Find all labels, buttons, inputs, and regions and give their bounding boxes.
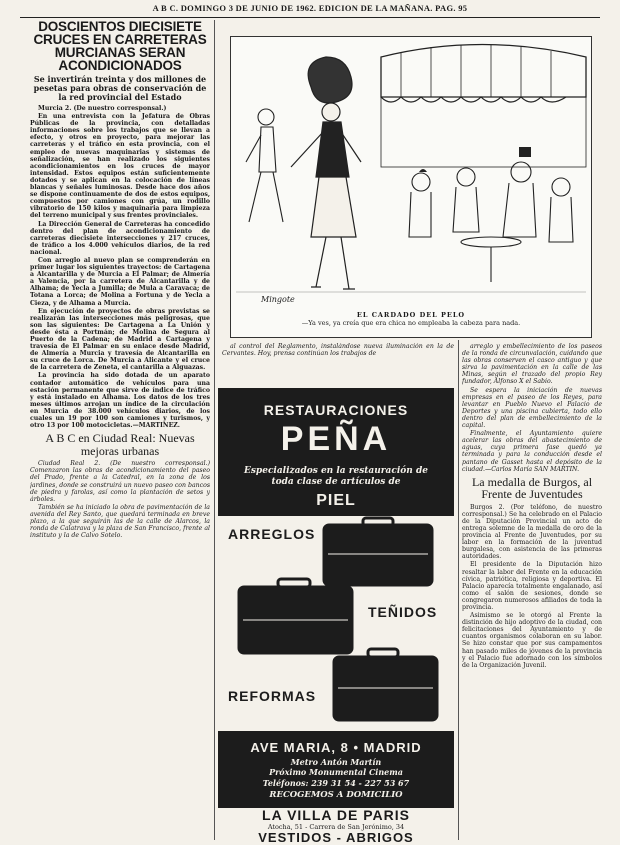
ad2-name: LA VILLA DE PARIS: [262, 807, 410, 823]
article2-continuation: al control del Reglamento, instalándose nueva iluminación en la de Cervantes. Hoy, prensa continúan los trabajos de: [222, 343, 454, 358]
ad-brand: PEÑA: [280, 420, 392, 458]
article3-headline: La medalla de Burgos, al Frente de Juventudes: [471, 474, 593, 502]
article2-paragraph: También se ha iniciado la obra de pavimentación de la avenida del Rey Santo, que quedará terminada en breve plazo, a la que seguirán las de la calle de Alarcos, la ronda de Calatrava y la plaza de San Francisco, frente al instituto y la de Calvo Sotelo.: [30, 503, 210, 540]
cartoon-signature: Mingote: [261, 295, 295, 304]
ad-illustration-panel: [218, 516, 454, 731]
cartoon-caption: —Ya ves, ya creía que era chica no empleaba la cabeza para nada.: [301, 319, 521, 327]
article2-paragraph: arreglo y embellecimiento de los paseos de la ronda de circunvalación, cuidando que las obras conserven el casco antiguo y que sirva la pavimentación en la calle de las Minas, según el trazado del propio Rey fundador, Alfonso X el Sabio.: [462, 343, 602, 386]
advertisement-villa-de-paris: [218, 808, 454, 845]
article1-paragraph: Con arreglo al nuevo plan se comprenderán en primer lugar los siguientes trayectos: de Cartagena a Alcantarilla y de Murcia a El Palmar; de Almería a Valencia, por la carretera de Alcantarilla y de Alhama; de Yecla a Jumilla; de Mula a Caravaca; de Totana a Lorca; de Molina a Fortuna y de Yecla a Cieza, y de Alhama a Murcia.: [30, 256, 210, 307]
cartoon-title: EL CARDADO DEL PELO: [356, 311, 466, 319]
ad-service-3: REFORMAS: [228, 688, 317, 704]
page-header: A B C. DOMINGO 3 DE JUNIO DE 1962. EDICION DE LA MAÑANA. PAG. 95: [152, 3, 468, 13]
cartoon-drawing: [231, 37, 591, 307]
article2-paragraph: Se espera la iniciación de nuevas empresas en el paseo de los Reyes, para levantar en Pueblo Nuevo el Palacio de Deportes y una piscina cubierta, todo ello dentro del plan de embellecimiento de la capital.: [462, 386, 602, 430]
article3-paragraph: Asimismo se le otorgó al Frente la distinción de hijo adoptivo de la ciudad, con felicitaciones del Ayuntamiento y de cuantos organismos colaboran en su labor. Se hizo constar que por sus campamentos han pasado miles de jóvenes de la provincia y el Palacio fue adornado con los símbolos de la Organización Juvenil.: [462, 612, 602, 669]
ad-tagline: Especializados en la restauración de toda clase de artículos de: [244, 466, 428, 487]
article3-paragraph: El presidente de la Diputación hizo resaltar la labor del Frente en la educación cívica, patriótica, religiosa y deportiva. El Palacio aparecía totalmente engalanado, así como el salón de sesiones, donde se congregaron numerosos afiliados de toda la provincia.: [462, 561, 602, 611]
article2-paragraph: Ciudad Real 2. (De nuestro corresponsal.) Comenzaron las obras de acondicionamiento del paseo del Prado, frente a la Catedral, en la zona de los jardines, donde se construirá un nuevo paseo con bancos de piedra y farolas, así como la plantación de setos y árboles.: [30, 460, 210, 503]
ad-phones: Teléfonos: 239 31 54 - 227 53 67: [262, 778, 410, 788]
article1-paragraph: La provincia ha sido dotada de un aparato contador automático de vehículos para una estación permanente que sirve de índice de tráfico y está instalado en Alhama. Los datos de los tres meses últimos arrojan un índice de la circulación en Murcia de 38.000 vehículos diarios, de los cuales un 19 por 100 son camiones y turismos, y otro 13 por 100 motocicletas.—MARTINEZ.: [30, 372, 210, 430]
column-divider: [458, 340, 459, 840]
ad-material: PIEL: [316, 492, 356, 509]
article1-paragraph: En una entrevista con la Jefatura de Obras Públicas de la provincia, con detalladas informaciones sobre los trabajos que se llevan a efecto, y otros en proyecto, para mejorar las carreteras y el tráfico en esta provincia, con el empleo de nuevas maquinarias y sistemas de señalización, se han realizado los siguientes acondicionamientos en los cruces de mayor intensidad. Estos equipos están suficientemente dotados y se aplican en la colocación de líneas blancas y señales luminosas. Desde hace dos años se dispone continuamente de dos de estos equipos, compuestos por camiones con grúa, un rodillo vibratorio de 150 kilos y maquinaria para limpieza del terreno municipal y sus frentes provinciales.: [30, 113, 210, 220]
ad-service-1: ARREGLOS: [228, 526, 316, 542]
column-right: [462, 343, 602, 840]
ad-pickup: RECOGEMOS A DOMICILIO: [269, 790, 403, 800]
header-rule: [20, 17, 600, 18]
article1-paragraph: En ejecución de proyectos de obras previstas se realizarán las intersecciones más peligrosas, que son las siguientes: De Cartagena a La Unión y desde ésta a Portmán; de Molina de Segura al Puerto de la Cadena; de Madrid a Cartagena y travesía de El Palmar en su enlace desde Madrid, de Almería a Murcia y travesía de Alcantarilla en su cruce de Lorca. De Murcia a Alicante y el cruce de la carretera de Zeneta, el cantarilla a Alguazas.: [30, 307, 210, 372]
column-left: [30, 20, 210, 840]
column-middle-top: [222, 343, 454, 385]
article2-paragraph: Finalmente, el Ayuntamiento quiere acelerar las obras del abastecimiento de aguas, cuya primera fase quedó ya terminada y para la conducción desde el pantano de Gasset hasta el depósito de la ciudad.—Carlos María SAN MARTIN.: [462, 430, 602, 473]
ad-address: AVE MARIA, 8 • MADRID: [250, 740, 422, 755]
article1-headline: DOSCIENTOS DIECISIETE CRUCES EN CARRETERAS MURCIANAS SERAN ACONDICIONADOS: [33, 20, 207, 73]
suitcase-icon: [218, 516, 454, 731]
article1-subhead: Se invertirán treinta y dos millones de pesetas para obras de conservación de la red provincial del Estado: [33, 74, 207, 102]
advertisement-pena: [218, 388, 454, 808]
ad-service-2: TEÑIDOS: [368, 604, 438, 620]
ad-cinema: Próximo Monumental Cinema: [269, 767, 403, 777]
cartoon-frame: [230, 36, 592, 338]
column-divider: [214, 20, 215, 840]
ad-metro: Metro Antón Martín: [290, 757, 382, 767]
article2-headline: A B C en Ciudad Real: Nuevas mejoras urbanas: [45, 431, 195, 458]
ad-top-line: RESTAURACIONES: [263, 402, 409, 418]
article1-byline: Murcia 2. (De nuestro corresponsal.): [38, 105, 167, 112]
article1-paragraph: La Dirección General de Carreteras ha concedido dentro del plan de acondicionamiento de carreteras diecisiete intersecciones y 217 cruces, de tráfico a los 4.000 vehículos diarios, de la red nacional.: [30, 220, 210, 256]
article3-paragraph: Burgos 2. (Por teléfono, de nuestro corresponsal.) Se ha celebrado en el Palacio de la Diputación Provincial un acto de entrega solemne de la medalla de oro de la provincia al Frente de Juventudes, por su labor en la formación de la juventud burgalesa, con asistencia de las primeras autoridades.: [462, 503, 602, 561]
ad2-address: Atocha, 51 - Carrera de San Jerónimo, 34: [267, 823, 405, 831]
ad2-products: VESTIDOS - ABRIGOS: [258, 830, 414, 845]
